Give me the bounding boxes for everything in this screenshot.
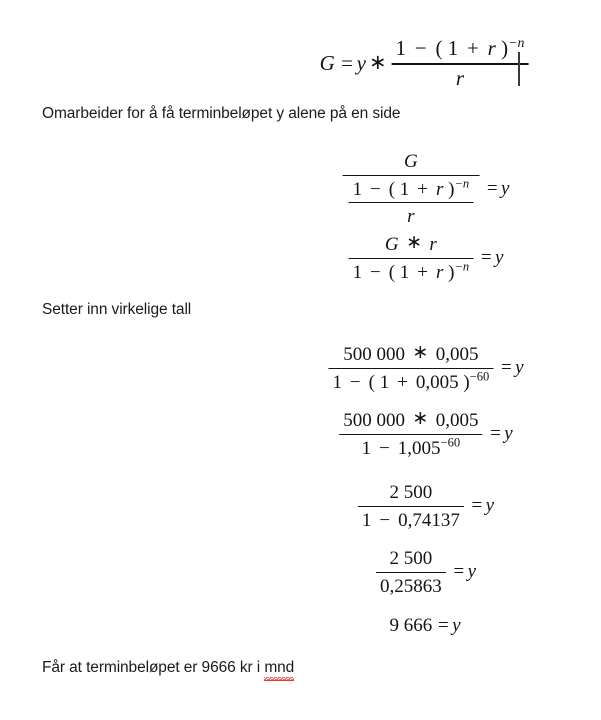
eq1-fraction-bar	[391, 63, 528, 64]
eq3-den-minus: −	[370, 261, 381, 283]
eq1-num-close-paren: )	[501, 36, 509, 60]
eq6-den-value: 0,74137	[398, 509, 460, 531]
eq3-fraction	[349, 233, 474, 284]
eq5-den-exponent: −60	[440, 435, 461, 450]
eq7-fraction-bar	[376, 572, 446, 573]
eq4-rhs: y	[515, 357, 524, 379]
eq5-den-one: 1	[361, 437, 372, 459]
equation-final-result[interactable]	[390, 615, 461, 637]
eq1-equals: =	[341, 51, 353, 76]
eq8-rhs: y	[452, 615, 461, 636]
eq1-num-plus: +	[467, 36, 479, 60]
eq6-den-one: 1	[361, 509, 372, 531]
eq1-factor: y	[356, 51, 366, 76]
paragraph-setter-inn: Setter inn virkelige tall	[42, 301, 192, 318]
equation-numerator-and-power-evaluated[interactable]	[356, 481, 494, 532]
eq4-den-minus: −	[349, 371, 361, 393]
eq5-num-times: ∗	[412, 408, 429, 430]
paragraph-far-at-terminbelopet	[42, 658, 294, 678]
eq4-equals: =	[500, 357, 512, 379]
equation-simplified-solved-for-y[interactable]	[347, 233, 504, 284]
eq4-numerator	[339, 343, 482, 366]
eq4-num-principal: 500 000	[343, 344, 406, 365]
eq1-num-exponent: −n	[508, 35, 525, 50]
eq3-den-open-paren: (	[388, 261, 396, 283]
eq6-fraction-bar	[358, 506, 464, 507]
eq1-fraction	[391, 36, 528, 92]
eq7-denominator: 0,25863	[380, 575, 442, 597]
eq1-num-open-paren: (	[435, 36, 443, 60]
eq6-rhs: y	[485, 495, 495, 517]
eq2-inner-num-exponent: −n	[454, 176, 470, 191]
eq5-fraction-bar	[339, 434, 482, 435]
eq2-equals: =	[486, 178, 498, 200]
eq4-den-exponent: −60	[469, 369, 490, 384]
eq4-den-open-paren: (	[368, 371, 375, 393]
eq7-equals: =	[453, 561, 465, 583]
eq3-denominator	[349, 261, 474, 284]
eq5-fraction	[339, 409, 482, 460]
eq5-num-principal: 500 000	[343, 410, 406, 431]
equation-substituted-real-numbers[interactable]	[326, 343, 523, 394]
eq2-inner-denominator: r	[407, 205, 415, 227]
eq3-den-exponent: −n	[454, 259, 470, 274]
equation-parentheses-collapsed[interactable]	[337, 409, 512, 460]
eq1-num-base-one: 1	[447, 36, 459, 60]
eq1-num-one: 1	[395, 36, 406, 60]
eq7-rhs: y	[467, 561, 476, 583]
eq1-num-rate: r	[487, 36, 496, 60]
eq5-num-rate: 0,005	[435, 410, 479, 431]
eq1-num-minus: −	[414, 36, 427, 60]
eq2-rhs: y	[500, 178, 510, 200]
eq3-rhs: y	[494, 247, 504, 269]
eq8-value: 9 666	[389, 615, 433, 636]
eq6-equals: =	[471, 495, 483, 517]
eq6-denominator	[358, 509, 464, 532]
eq1-lhs: G	[319, 51, 335, 76]
misspelled-word-mnd[interactable]: mnd	[264, 659, 295, 676]
eq4-num-times: ∗	[412, 342, 429, 364]
eq2-inner-num-close-paren: )	[448, 178, 455, 200]
eq6-fraction	[358, 481, 464, 532]
text-cursor-caret	[518, 52, 520, 86]
eq3-den-base-one: 1	[399, 261, 410, 283]
eq2-inner-num-one: 1	[352, 178, 363, 200]
eq1-denominator: r	[455, 66, 465, 90]
eq3-num-times: ∗	[406, 232, 422, 254]
eq2-outer-denominator	[343, 178, 480, 229]
eq2-inner-fraction-bar	[349, 202, 474, 203]
eq2-inner-fraction	[349, 178, 474, 229]
eq3-numerator	[381, 233, 441, 256]
eq3-num-g: G	[384, 234, 399, 255]
eq8-equals: =	[437, 615, 449, 636]
eq2-inner-num-open-paren: (	[388, 178, 396, 200]
eq4-num-rate: 0,005	[435, 344, 479, 365]
equation-annuity-present-value-formula[interactable]	[320, 36, 531, 92]
eq5-equals: =	[490, 423, 501, 445]
eq3-num-r: r	[429, 234, 437, 255]
eq4-den-rate: 0,005	[415, 371, 459, 393]
equation-denominator-evaluated[interactable]	[374, 547, 476, 598]
eq5-numerator	[339, 409, 482, 432]
eq3-den-close-paren: )	[448, 261, 455, 283]
eq3-den-one: 1	[352, 261, 363, 283]
eq2-inner-num-base-one: 1	[399, 178, 410, 200]
eq1-numerator	[391, 36, 528, 62]
eq4-denominator	[328, 371, 493, 394]
paragraph-3-text: Får at terminbeløpet er 9666 kr i	[42, 659, 265, 676]
eq6-numerator: 2 500	[389, 482, 433, 503]
eq2-inner-numerator	[349, 178, 474, 201]
eq2-inner-num-plus: +	[417, 178, 428, 200]
eq3-equals: =	[480, 247, 492, 269]
eq4-fraction	[328, 343, 493, 394]
eq4-den-one: 1	[332, 371, 342, 393]
eq5-den-base: 1,005	[397, 437, 441, 459]
eq2-inner-num-rate: r	[435, 178, 444, 200]
eq4-den-close-paren: )	[463, 371, 470, 393]
paragraph-omarbeider: Omarbeider for å få terminbeløpet y alene på en side	[42, 105, 401, 122]
eq4-den-base-one: 1	[379, 371, 390, 393]
eq4-den-plus: +	[397, 371, 408, 393]
eq3-den-rate: r	[435, 261, 444, 283]
eq7-fraction	[376, 547, 446, 598]
eq1-times: ∗	[368, 49, 387, 74]
eq5-den-minus: −	[379, 437, 390, 459]
eq2-outer-fraction	[343, 150, 480, 228]
eq7-numerator: 2 500	[389, 548, 433, 569]
eq5-denominator	[358, 437, 465, 460]
eq2-inner-num-minus: −	[370, 178, 381, 200]
eq2-outer-numerator: G	[404, 151, 418, 172]
eq6-den-minus: −	[379, 509, 391, 531]
eq3-den-plus: +	[417, 261, 428, 283]
equation-isolate-y-nested-fraction[interactable]	[341, 150, 510, 228]
eq5-rhs: y	[504, 423, 513, 445]
